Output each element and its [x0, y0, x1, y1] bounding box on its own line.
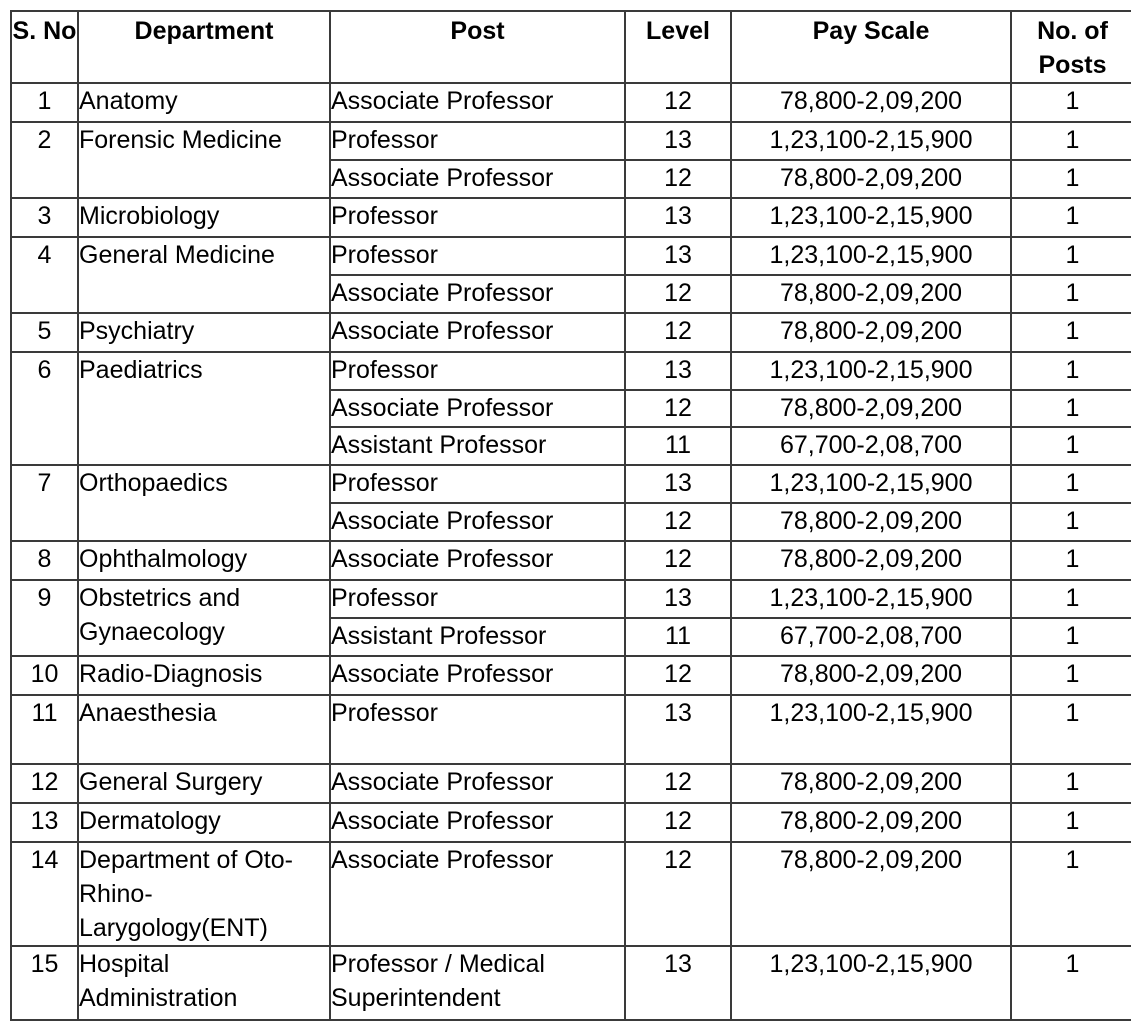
- cell-department: Microbiology: [78, 198, 330, 237]
- column-header-s-no: S. No: [11, 11, 78, 83]
- cell-serial-number: 3: [11, 198, 78, 237]
- table-row: [11, 580, 1131, 618]
- cell-no-of-posts: 1: [1011, 803, 1131, 842]
- cell-no-of-posts: 1: [1011, 946, 1131, 1020]
- cell-department: Anaesthesia: [78, 695, 330, 764]
- cell-post: Professor: [330, 465, 625, 503]
- cell-serial-number: 15: [11, 946, 78, 1020]
- cell-department: Anatomy: [78, 83, 330, 122]
- cell-pay-scale: 78,800-2,09,200: [731, 503, 1011, 541]
- cell-no-of-posts: 1: [1011, 275, 1131, 313]
- cell-serial-number: 5: [11, 313, 78, 352]
- cell-post: Associate Professor: [330, 503, 625, 541]
- cell-pay-scale: 67,700-2,08,700: [731, 427, 1011, 465]
- cell-level: 12: [625, 764, 731, 803]
- table-row: [11, 352, 1131, 390]
- cell-department: Obstetrics and Gynaecology: [78, 580, 330, 656]
- cell-pay-scale: 78,800-2,09,200: [731, 842, 1011, 946]
- cell-department: Orthopaedics: [78, 465, 330, 541]
- cell-department: General Medicine: [78, 237, 330, 313]
- cell-post: Professor: [330, 352, 625, 390]
- cell-no-of-posts: 1: [1011, 695, 1131, 764]
- table-row: [11, 83, 1131, 122]
- header-row: [11, 11, 1131, 83]
- cell-post: Professor: [330, 695, 625, 764]
- cell-no-of-posts: 1: [1011, 390, 1131, 428]
- column-header-department: Department: [78, 11, 330, 83]
- recruitment-table-container: [10, 10, 1121, 1021]
- cell-post: Associate Professor: [330, 390, 625, 428]
- cell-post: Assistant Professor: [330, 427, 625, 465]
- cell-post: Associate Professor: [330, 803, 625, 842]
- cell-serial-number: 8: [11, 541, 78, 580]
- cell-no-of-posts: 1: [1011, 656, 1131, 695]
- cell-level: 12: [625, 313, 731, 352]
- cell-serial-number: 1: [11, 83, 78, 122]
- cell-level: 13: [625, 580, 731, 618]
- cell-level: 13: [625, 198, 731, 237]
- cell-pay-scale: 1,23,100-2,15,900: [731, 352, 1011, 390]
- cell-pay-scale: 78,800-2,09,200: [731, 541, 1011, 580]
- cell-post: Associate Professor: [330, 83, 625, 122]
- cell-no-of-posts: 1: [1011, 427, 1131, 465]
- cell-post: Associate Professor: [330, 541, 625, 580]
- cell-department: Forensic Medicine: [78, 122, 330, 198]
- cell-pay-scale: 1,23,100-2,15,900: [731, 465, 1011, 503]
- recruitment-posts-table: [10, 10, 1131, 1021]
- cell-pay-scale: 1,23,100-2,15,900: [731, 237, 1011, 275]
- cell-serial-number: 9: [11, 580, 78, 656]
- cell-pay-scale: 1,23,100-2,15,900: [731, 946, 1011, 1020]
- cell-no-of-posts: 1: [1011, 842, 1131, 946]
- cell-no-of-posts: 1: [1011, 237, 1131, 275]
- cell-serial-number: 6: [11, 352, 78, 465]
- column-header-pay-scale: Pay Scale: [731, 11, 1011, 83]
- cell-post: Associate Professor: [330, 764, 625, 803]
- cell-department: General Surgery: [78, 764, 330, 803]
- cell-post: Professor: [330, 580, 625, 618]
- cell-post: Associate Professor: [330, 160, 625, 198]
- cell-level: 12: [625, 83, 731, 122]
- cell-no-of-posts: 1: [1011, 503, 1131, 541]
- cell-pay-scale: 67,700-2,08,700: [731, 618, 1011, 656]
- cell-pay-scale: 78,800-2,09,200: [731, 160, 1011, 198]
- table-row: [11, 946, 1131, 1020]
- cell-department: Ophthalmology: [78, 541, 330, 580]
- table-row: [11, 764, 1131, 803]
- table-row: [11, 842, 1131, 946]
- cell-no-of-posts: 1: [1011, 764, 1131, 803]
- cell-no-of-posts: 1: [1011, 122, 1131, 160]
- cell-post: Associate Professor: [330, 275, 625, 313]
- cell-post: Assistant Professor: [330, 618, 625, 656]
- table-row: [11, 695, 1131, 764]
- cell-pay-scale: 78,800-2,09,200: [731, 803, 1011, 842]
- table-row: [11, 313, 1131, 352]
- cell-post: Associate Professor: [330, 842, 625, 946]
- cell-pay-scale: 78,800-2,09,200: [731, 313, 1011, 352]
- cell-no-of-posts: 1: [1011, 83, 1131, 122]
- cell-no-of-posts: 1: [1011, 580, 1131, 618]
- cell-pay-scale: 78,800-2,09,200: [731, 275, 1011, 313]
- cell-department: Department of Oto-Rhino-Larygology(ENT): [78, 842, 330, 946]
- cell-level: 11: [625, 618, 731, 656]
- cell-level: 13: [625, 465, 731, 503]
- cell-department: Radio-Diagnosis: [78, 656, 330, 695]
- cell-level: 12: [625, 842, 731, 946]
- cell-pay-scale: 78,800-2,09,200: [731, 390, 1011, 428]
- table-body: [11, 83, 1131, 1020]
- cell-level: 13: [625, 695, 731, 764]
- cell-post: Professor: [330, 237, 625, 275]
- cell-level: 13: [625, 237, 731, 275]
- cell-no-of-posts: 1: [1011, 313, 1131, 352]
- cell-pay-scale: 1,23,100-2,15,900: [731, 695, 1011, 764]
- cell-pay-scale: 78,800-2,09,200: [731, 764, 1011, 803]
- cell-serial-number: 11: [11, 695, 78, 764]
- cell-serial-number: 12: [11, 764, 78, 803]
- cell-department: Psychiatry: [78, 313, 330, 352]
- cell-post: Associate Professor: [330, 656, 625, 695]
- cell-no-of-posts: 1: [1011, 198, 1131, 237]
- table-row: [11, 465, 1131, 503]
- table-row: [11, 237, 1131, 275]
- table-row: [11, 656, 1131, 695]
- cell-post: Associate Professor: [330, 313, 625, 352]
- cell-level: 12: [625, 803, 731, 842]
- cell-level: 12: [625, 656, 731, 695]
- table-row: [11, 198, 1131, 237]
- cell-no-of-posts: 1: [1011, 465, 1131, 503]
- table-row: [11, 803, 1131, 842]
- cell-serial-number: 7: [11, 465, 78, 541]
- cell-level: 12: [625, 390, 731, 428]
- cell-pay-scale: 78,800-2,09,200: [731, 83, 1011, 122]
- cell-post: Professor: [330, 198, 625, 237]
- cell-department: Paediatrics: [78, 352, 330, 465]
- cell-serial-number: 13: [11, 803, 78, 842]
- cell-post: Professor: [330, 122, 625, 160]
- cell-serial-number: 2: [11, 122, 78, 198]
- cell-department: Hospital Administration: [78, 946, 330, 1020]
- cell-level: 12: [625, 503, 731, 541]
- cell-level: 12: [625, 275, 731, 313]
- cell-level: 12: [625, 160, 731, 198]
- cell-serial-number: 4: [11, 237, 78, 313]
- column-header-post: Post: [330, 11, 625, 83]
- cell-level: 12: [625, 541, 731, 580]
- table-row: [11, 122, 1131, 160]
- cell-level: 13: [625, 946, 731, 1020]
- cell-no-of-posts: 1: [1011, 541, 1131, 580]
- cell-no-of-posts: 1: [1011, 352, 1131, 390]
- table-header: [11, 11, 1131, 83]
- cell-pay-scale: 78,800-2,09,200: [731, 656, 1011, 695]
- cell-pay-scale: 1,23,100-2,15,900: [731, 580, 1011, 618]
- column-header-level: Level: [625, 11, 731, 83]
- cell-no-of-posts: 1: [1011, 618, 1131, 656]
- cell-no-of-posts: 1: [1011, 160, 1131, 198]
- column-header-no-of-posts: No. of Posts: [1011, 11, 1131, 83]
- table-row: [11, 541, 1131, 580]
- cell-level: 11: [625, 427, 731, 465]
- cell-department: Dermatology: [78, 803, 330, 842]
- cell-serial-number: 10: [11, 656, 78, 695]
- cell-pay-scale: 1,23,100-2,15,900: [731, 198, 1011, 237]
- cell-level: 13: [625, 122, 731, 160]
- cell-serial-number: 14: [11, 842, 78, 946]
- cell-pay-scale: 1,23,100-2,15,900: [731, 122, 1011, 160]
- cell-level: 13: [625, 352, 731, 390]
- cell-post: Professor / Medical Superintendent: [330, 946, 625, 1020]
